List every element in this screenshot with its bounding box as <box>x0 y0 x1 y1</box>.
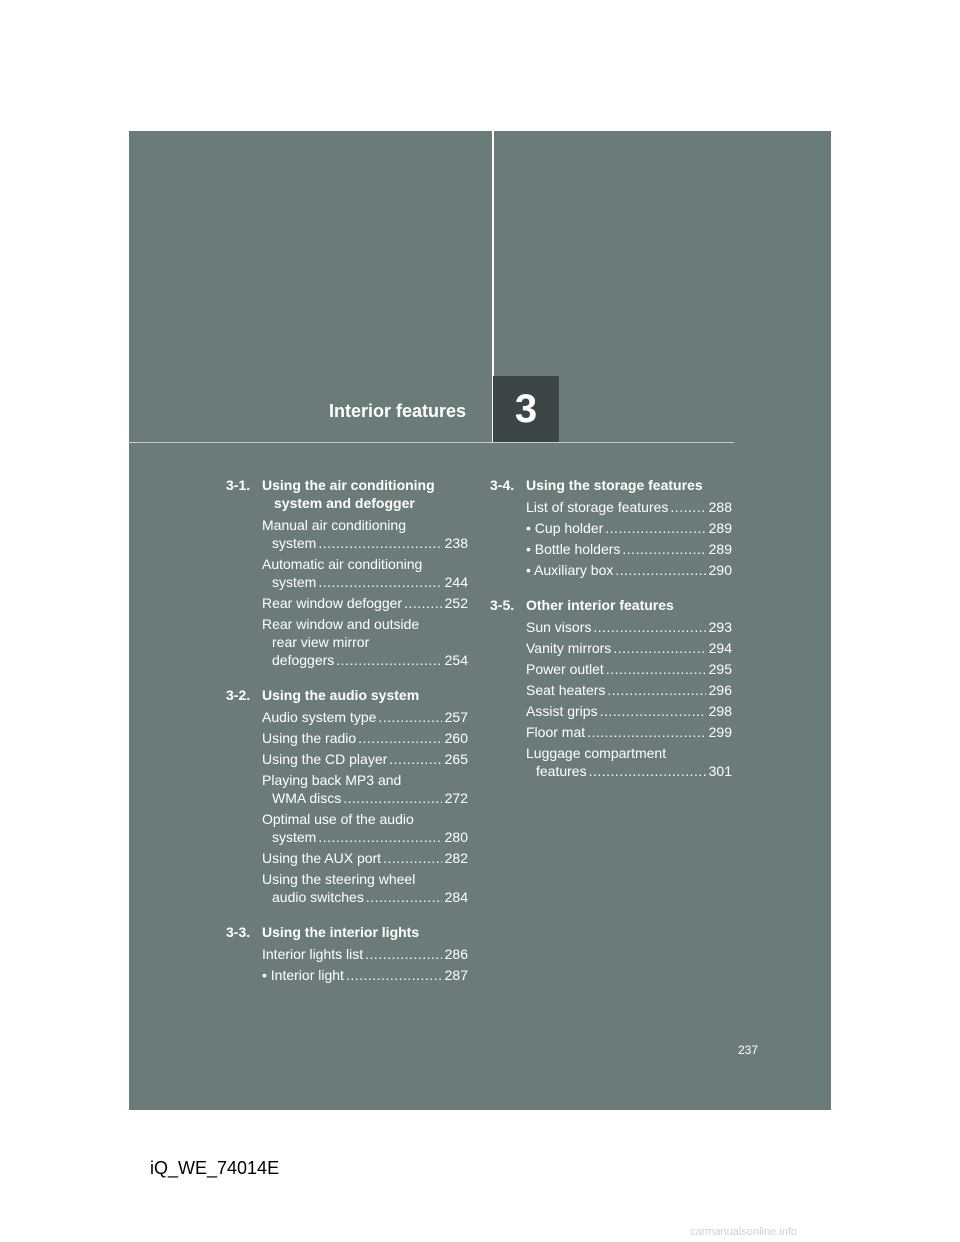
entry-text: Seat heaters <box>526 682 606 698</box>
toc-entry[interactable] <box>262 729 468 747</box>
entry-text: • Cup holder <box>526 520 604 536</box>
dot-leader <box>318 828 441 846</box>
entry-page-number: 287 <box>444 967 468 983</box>
toc-entry[interactable] <box>526 744 732 780</box>
entry-text: system <box>272 535 317 551</box>
entry-text: WMA discs <box>272 790 342 806</box>
dot-leader <box>600 702 706 720</box>
entry-page-number: 284 <box>444 889 468 905</box>
toc-entry[interactable] <box>526 618 732 636</box>
toc-section <box>226 476 468 669</box>
entry-page-number: 286 <box>444 946 468 962</box>
dot-leader <box>606 660 706 678</box>
toc-entry[interactable] <box>526 540 732 558</box>
entry-page-number: 254 <box>444 652 468 668</box>
entry-text: Using the AUX port <box>262 850 382 866</box>
toc-section <box>490 596 732 780</box>
dot-leader <box>318 534 441 552</box>
dot-leader <box>587 723 706 741</box>
section-heading[interactable] <box>490 476 732 494</box>
page-number: 237 <box>738 1043 759 1057</box>
section-heading[interactable] <box>490 596 732 614</box>
entry-page-number: 282 <box>444 850 468 866</box>
toc-entry[interactable] <box>526 561 732 579</box>
entry-text: Manual air conditioning <box>262 517 406 533</box>
toc-section <box>226 923 468 984</box>
entry-page-number: 298 <box>708 703 732 719</box>
entry-text: features <box>536 763 587 779</box>
toc-entry[interactable] <box>262 555 468 591</box>
toc-entry[interactable] <box>262 771 468 807</box>
toc-entry[interactable] <box>526 681 732 699</box>
entry-text: Assist grips <box>526 703 598 719</box>
entry-page-number: 293 <box>708 619 732 635</box>
section-heading[interactable] <box>226 476 468 512</box>
section-title <box>262 476 435 512</box>
toc-right-column <box>490 476 732 783</box>
entry-page-number: 238 <box>444 535 468 551</box>
dot-leader <box>389 750 441 768</box>
section-title-line: Other interior features <box>526 597 674 613</box>
dot-leader <box>613 639 705 657</box>
section-number: 3-1. <box>226 477 251 493</box>
toc-entry[interactable] <box>262 849 468 867</box>
entry-text: defoggers <box>272 652 335 668</box>
chapter-title: Interior features <box>328 401 466 421</box>
section-heading[interactable] <box>226 923 468 941</box>
entry-page-number: 244 <box>444 574 468 590</box>
dot-leader <box>593 618 705 636</box>
entry-page-number: 272 <box>444 790 468 806</box>
entry-text: audio switches <box>272 889 364 905</box>
toc-section <box>490 476 732 579</box>
entry-page-number: 289 <box>708 541 732 557</box>
section-title <box>262 923 419 941</box>
entry-page-number: 301 <box>708 763 732 779</box>
entry-page-number: 299 <box>708 724 732 740</box>
entry-page-number: 280 <box>444 829 468 845</box>
dot-leader <box>346 966 442 984</box>
section-number: 3-5. <box>490 597 515 613</box>
entry-page-number: 295 <box>708 661 732 677</box>
toc-entry[interactable] <box>262 945 468 963</box>
section-title-line: Using the audio system <box>262 687 420 703</box>
toc-entry[interactable] <box>262 810 468 846</box>
dot-leader <box>336 651 441 669</box>
section-title <box>262 686 419 704</box>
dot-leader <box>318 573 441 591</box>
dot-leader <box>383 849 442 867</box>
toc-entry[interactable] <box>262 615 468 669</box>
entry-text: Interior lights list <box>262 946 364 962</box>
dot-leader <box>670 498 705 516</box>
dot-leader <box>589 762 706 780</box>
dot-leader <box>605 519 705 537</box>
entry-text: Rear window and outside <box>262 616 420 632</box>
watermark: carmanualsonline.info <box>690 1226 798 1238</box>
toc-entry[interactable] <box>262 966 468 984</box>
dot-leader <box>615 561 705 579</box>
entry-text: system <box>272 574 317 590</box>
entry-text: List of storage features <box>526 499 669 515</box>
dot-leader <box>378 708 441 726</box>
entry-page-number: 289 <box>708 520 732 536</box>
section-title-line: Using the storage features <box>526 477 703 493</box>
entry-page-number: 265 <box>444 751 468 767</box>
entry-text: Automatic air conditioning <box>262 556 423 572</box>
dot-leader <box>366 888 442 906</box>
toc-entry[interactable] <box>526 702 732 720</box>
entry-text: rear view mirror <box>272 634 370 650</box>
toc-entry[interactable] <box>526 639 732 657</box>
section-heading[interactable] <box>226 686 468 704</box>
toc-left-column <box>226 476 468 987</box>
dot-leader <box>607 681 705 699</box>
toc-entry[interactable] <box>262 750 468 768</box>
dot-leader <box>365 945 441 963</box>
section-title <box>526 476 703 494</box>
entry-text: Using the CD player <box>262 751 388 767</box>
section-number: 3-2. <box>226 687 251 703</box>
section-number: 3-3. <box>226 924 251 940</box>
toc-entry[interactable] <box>262 870 468 906</box>
entry-text: • Bottle holders <box>526 541 621 557</box>
toc-entry[interactable] <box>526 660 732 678</box>
dot-leader <box>404 594 442 612</box>
entry-page-number: 252 <box>444 595 468 611</box>
entry-page-number: 294 <box>708 640 732 656</box>
toc-entry[interactable] <box>526 519 732 537</box>
entry-text: Sun visors <box>526 619 592 635</box>
entry-text: • Interior light <box>262 967 344 983</box>
horizontal-divider <box>129 442 734 443</box>
entry-page-number: 296 <box>708 682 732 698</box>
entry-text: Optimal use of the audio <box>262 811 414 827</box>
entry-text: Power outlet <box>526 661 604 677</box>
section-title-line: Using the interior lights <box>262 924 420 940</box>
toc-entry[interactable] <box>262 708 468 726</box>
dot-leader <box>343 789 441 807</box>
dot-leader <box>622 540 705 558</box>
footer-code: iQ_WE_74014E <box>150 1158 280 1178</box>
entry-page-number: 288 <box>708 499 732 515</box>
entry-page-number: 290 <box>708 562 732 578</box>
section-title <box>526 596 674 614</box>
entry-page-number: 257 <box>444 709 468 725</box>
toc-section <box>226 686 468 906</box>
entry-text: Floor mat <box>526 724 586 740</box>
entry-text: Playing back MP3 and <box>262 772 402 788</box>
toc-entry[interactable] <box>262 594 468 612</box>
entry-page-number: 260 <box>444 730 468 746</box>
entry-text: Using the radio <box>262 730 357 746</box>
entry-text: Audio system type <box>262 709 377 725</box>
section-title-line: Using the air conditioning <box>262 477 435 493</box>
entry-text: • Auxiliary box <box>526 562 614 578</box>
toc-entry[interactable] <box>526 498 732 516</box>
toc-entry[interactable] <box>262 516 468 552</box>
entry-text: Using the steering wheel <box>262 871 416 887</box>
entry-text: system <box>272 829 317 845</box>
chapter-number-box: 3 <box>493 376 559 442</box>
entry-text: Luggage compartment <box>526 745 667 761</box>
dot-leader <box>358 729 441 747</box>
entry-text: Rear window defogger <box>262 595 403 611</box>
section-number: 3-4. <box>490 477 515 493</box>
section-title-line: system and defogger <box>274 495 415 511</box>
toc-entry[interactable] <box>526 723 732 741</box>
entry-text: Vanity mirrors <box>526 640 612 656</box>
